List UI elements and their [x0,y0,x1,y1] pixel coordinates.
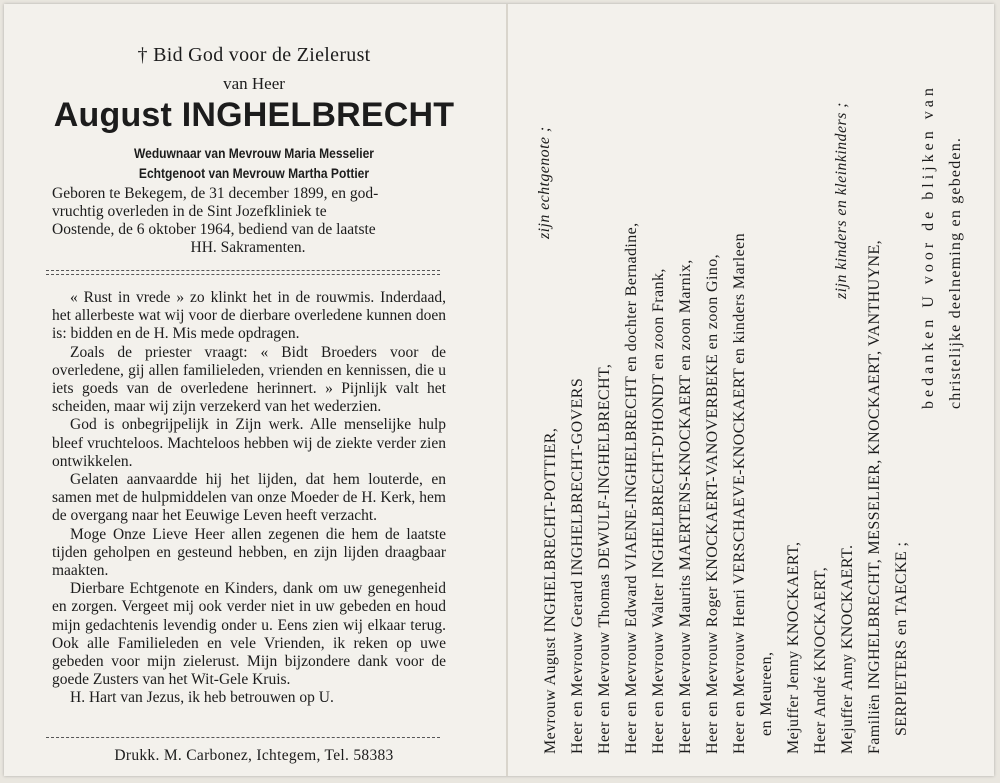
family-line: Heer en Mevrouw Thomas DEWULF-INGHELBRECHT, [596,363,613,754]
family-line: en Meureen, [758,651,775,736]
family-line: Heer en Mevrouw Roger KNOCKAERT-VANOVERBEKE en zoon Gino, [704,254,721,754]
birth-line: Oostende, de 6 oktober 1964, bediend van de laatste [52,221,376,238]
paragraph: « Rust in vrede » zo klinkt het in de rouwmis. Inderdaad, het allerbeste wat wij voor de dierbare overledene kunnen doen is: bidden en de H. Mis mede opdragen. [52,289,446,343]
widower-line: Weduwnaar van Mevrouw Maria Messelier [133,145,374,161]
right-panel [508,4,994,776]
birth-death-info [52,185,444,257]
printer-line: Drukk. M. Carbonez, Ichtegem, Tel. 58383 [114,747,394,764]
prayer-heading: † Bid God voor de Zielerust [137,44,371,66]
family-line: Heer en Mevrouw Henri VERSCHAEVE-KNOCKAERT en kinders Marleen [731,233,748,754]
memorial-text [52,289,446,708]
paragraph: Dierbare Echtgenote en Kinders, dank om uw genegenheid en zorgen. Vergeet mij ook verder niet in uw gebeden en houd mijn gedachtenis levendig onder u. Eens zien wij elkaar terug. Ook alle Familieleden en vele Vrienden, ik reken op uwe gebeden voor mijn zielerust. Mijn bijzondere dank voor de goede Zusters van het Wit-Gele Kruis. [52,580,446,689]
paragraph: God is onbegrijpelijk in Zijn werk. Alle menselijke hulp bleef vruchteloos. Machteloos hebben wij de ziekte verder zien ontwikkelen. [52,416,446,470]
paragraph: Moge Onze Lieve Heer allen zegenen die hem de laatste tijden geholpen en gesteund hebben, en zijn lijden draagbaar maakten. [52,525,446,580]
paragraph: H. Hart van Jezus, ik heb betrouwen op U. [70,689,334,707]
thanks-line: bedanken U voor de blijken van [920,84,937,409]
family-line: Heer en Mevrouw Maurits MAERTENS-KNOCKAERT en zoon Marnix, [677,259,694,754]
divider [46,737,440,738]
family-line: Heer André KNOCKAERT, [812,566,829,754]
thanks-line: christelijke deelneming en gebeden. [947,136,964,409]
family-line: Mejuffer Anny KNOCKAERT. [839,544,856,754]
deceased-name: August INGHELBRECHT [53,96,455,134]
birth-line: Geboren te Bekegem, de 31 december 1899, en god- [52,185,379,202]
family-line: Heer en Mevrouw Gerard INGHELBRECHT-GOVERS [569,377,586,754]
family-line: Familiën INGHELBRECHT, MESSELIER, KNOCKAERT, VANTHUYNE, [866,239,883,754]
birth-line: HH. Sakramenten. [190,239,306,256]
divider [46,274,440,275]
memorial-card [4,4,994,776]
spouse-note: zijn echtgenote ; [536,126,553,239]
family-line: SERPIETERS en TAECKE ; [893,541,910,736]
birth-line: vruchtig overleden in de Sint Jozefkliniek te [52,203,327,220]
family-line: Heer en Mevrouw Edward VIAENE-INGHELBRECHT en dochter Bernadine, [623,222,640,754]
left-panel [4,4,504,776]
family-line: Heer en Mevrouw Walter INGHELBRECHT-D'HONDT en zoon Frank, [650,268,667,754]
family-line: Mejuffer Jenny KNOCKAERT, [785,541,802,754]
family-list [536,34,976,754]
paragraph: Zoals de priester vraagt: « Bidt Broeders voor de overledene, gij allen familieleden, vrienden en kennissen, die u iets goeds van de overledene herinnert. » Pijnlijk valt het scheiden, maar wij zijn verzekerd van het wederzien. [52,343,446,416]
family-line: Mevrouw August INGHELBRECHT-POTTIER, [542,427,559,754]
divider [46,270,440,271]
spouse-line: Echtgenoot van Mevrouw Martha Pottier [138,165,370,181]
paragraph: Gelaten aanvaardde hij het lijden, dat hem louterde, en samen met de hulpmiddelen van onze Moeder de H. Kerk, hem de overgang naar het Eeuwige Leven heeft verzacht. [52,471,446,525]
van-heer: van Heer [223,74,285,93]
children-note: zijn kinders en kleinkinders ; [833,102,850,299]
